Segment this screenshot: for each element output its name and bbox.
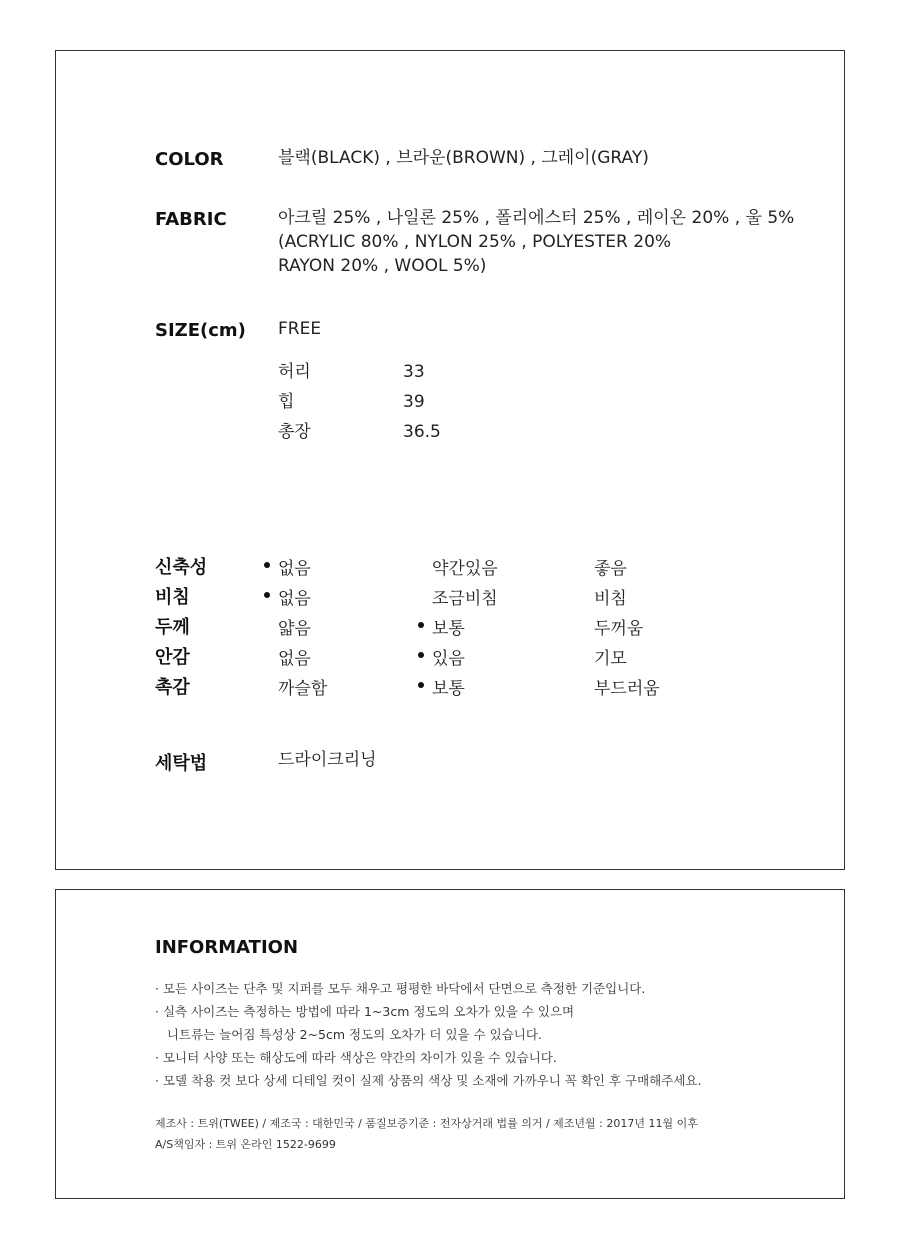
washing-label: 세탁법 <box>155 753 208 774</box>
information-note: 니트류는 늘어짐 특성상 2~5cm 정도의 오차가 더 있을 수 있습니다. <box>155 1027 542 1042</box>
attribute-option <box>432 584 498 609</box>
size-value: FREE <box>278 319 322 339</box>
information-note: · 실측 사이즈는 측정하는 방법에 따라 1~3cm 정도의 오차가 있을 수 있으며 <box>155 1004 575 1019</box>
selected-bullet-icon <box>418 622 424 628</box>
attribute-option-text: 조금비침 <box>432 589 498 609</box>
attribute-option <box>594 644 627 669</box>
attribute-option-text: 두꺼움 <box>594 619 644 639</box>
size-row-name: 총장 <box>278 422 311 442</box>
attribute-option <box>594 614 643 639</box>
attribute-label: 촉감 <box>155 677 190 698</box>
fabric-line: RAYON 20% , WOOL 5%) <box>278 256 487 276</box>
size-row-value: 39 <box>403 392 425 412</box>
attribute-option-text: 좋음 <box>594 559 627 579</box>
attribute-option-text: 보통 <box>432 619 465 639</box>
attribute-option <box>594 554 627 579</box>
fabric-line: (ACRYLIC 80% , NYLON 25% , POLYESTER 20% <box>278 232 672 252</box>
product-spec-panel <box>55 50 845 870</box>
fabric-label: FABRIC <box>155 209 227 230</box>
attribute-option-text: 부드러움 <box>594 679 660 699</box>
attribute-option <box>594 674 660 699</box>
attribute-option-text: 없음 <box>278 589 311 609</box>
fabric-line: 아크릴 25% , 나일론 25% , 폴리에스터 25% , 레이온 20% , 울 5% <box>278 208 795 228</box>
attribute-label: 안감 <box>155 647 190 668</box>
footer-line: 제조사 : 트위(TWEE) / 제조국 : 대한민국 / 품질보증기준 : 전자상거래 법률 의거 / 제조년월 : 2017년 11월 이후 <box>155 1117 698 1130</box>
attribute-option-text: 없음 <box>278 559 311 579</box>
attribute-option-text: 까슬함 <box>278 679 328 699</box>
attribute-option-selected <box>278 554 311 579</box>
attribute-option-selected <box>278 584 311 609</box>
attribute-option <box>278 614 311 639</box>
size-row-value: 36.5 <box>403 422 441 442</box>
information-note: · 모든 사이즈는 단추 및 지퍼를 모두 채우고 평평한 바닥에서 단면으로 측정한 기준입니다. <box>155 981 646 996</box>
selected-bullet-icon <box>418 682 424 688</box>
attribute-label: 두께 <box>155 617 190 638</box>
size-label: SIZE(cm) <box>155 320 246 341</box>
information-title: INFORMATION <box>155 937 299 958</box>
color-label: COLOR <box>155 149 224 170</box>
attribute-option-text: 있음 <box>432 649 465 669</box>
size-row-value: 33 <box>403 362 425 382</box>
attribute-option-text: 없음 <box>278 649 311 669</box>
selected-bullet-icon <box>264 592 270 598</box>
attribute-option-text: 비침 <box>594 589 627 609</box>
attribute-option-selected <box>432 644 465 669</box>
attribute-option <box>432 554 498 579</box>
attribute-option-text: 얇음 <box>278 619 311 639</box>
selected-bullet-icon <box>418 652 424 658</box>
attribute-option <box>278 674 327 699</box>
washing-value: 드라이크리닝 <box>278 750 377 770</box>
color-value: 블랙(BLACK) , 브라운(BROWN) , 그레이(GRAY) <box>278 148 649 168</box>
footer-line: A/S책임자 : 트위 온라인 1522-9699 <box>155 1138 336 1151</box>
attribute-option <box>594 584 627 609</box>
attribute-option-text: 보통 <box>432 679 465 699</box>
size-row-name: 허리 <box>278 362 311 382</box>
attribute-option-selected <box>432 674 465 699</box>
attribute-label: 신축성 <box>155 557 208 578</box>
attribute-option-text: 약간있음 <box>432 559 498 579</box>
information-note: · 모델 착용 컷 보다 상세 디테일 컷이 실제 상품의 색상 및 소재에 가까우니 꼭 확인 후 구매해주세요. <box>155 1073 702 1088</box>
attribute-option-selected <box>432 614 465 639</box>
attribute-label: 비침 <box>155 587 190 608</box>
selected-bullet-icon <box>264 562 270 568</box>
information-note: · 모니터 사양 또는 해상도에 따라 색상은 약간의 차이가 있을 수 있습니다. <box>155 1050 557 1065</box>
size-row-name: 힙 <box>278 392 295 412</box>
attribute-option <box>278 644 311 669</box>
attribute-option-text: 기모 <box>594 649 627 669</box>
information-panel <box>55 889 845 1199</box>
